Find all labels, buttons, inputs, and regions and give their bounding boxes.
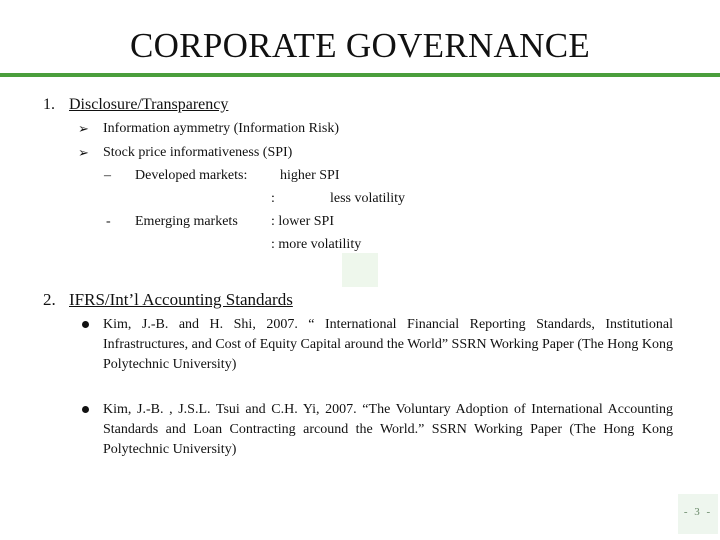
section2-heading: [43, 290, 293, 310]
section1-number: 1.: [43, 96, 55, 113]
filled-circle-bullet-icon: [82, 406, 89, 413]
arrowhead-bullet-icon: ➢: [78, 145, 89, 160]
reference-2: Kim, J.-B. , J.S.L. Tsui and C.H. Yi, 2007. “The Voluntary Adoption of International Accounting Standards and Loan Contracting arcound the World.” SSRN Working Paper (The Hong Kong Polytechnic University): [103, 402, 673, 457]
bullet-1-text: Information aymmetry (Information Risk): [103, 121, 339, 136]
developed-dash: –: [104, 168, 111, 183]
emerging-item-2: : more volatility: [271, 237, 362, 252]
developed-item-2-colon: :: [271, 191, 275, 206]
developed-item-2-text: less volatility: [330, 191, 406, 206]
developed-label: Developed markets:: [135, 168, 248, 183]
section1-bullet-1: [78, 121, 89, 138]
developed-item-1: [280, 168, 400, 184]
developed-item-2: [271, 191, 421, 207]
decorative-green-square: [342, 253, 378, 287]
emerging-dash: -: [106, 214, 111, 229]
emerging-label: Emerging markets: [135, 214, 238, 229]
developed-item-1-text: higher SPI: [280, 168, 340, 183]
title-underline-rule: [0, 73, 720, 77]
emerging-item-1: : lower SPI: [271, 214, 334, 229]
section1-heading: [43, 96, 228, 114]
bullet-2-text: Stock price informativeness (SPI): [103, 145, 293, 160]
section1-heading-text: Disclosure/Transparency: [69, 96, 229, 113]
reference-1: Kim, J.-B. and H. Shi, 2007. “ International Financial Reporting Standards, Institutional Infrastructures, and Cost of Equity Capital around the World” SSRN Working Paper (The Hong Kong Polytechnic University): [103, 317, 673, 372]
slide-title: CORPORATE GOVERNANCE: [129, 26, 591, 65]
section2-number: 2.: [43, 290, 56, 309]
arrowhead-bullet-icon: ➢: [78, 121, 89, 136]
page-number: - 3 -: [683, 506, 713, 518]
section2-heading-text: IFRS/Int’l Accounting Standards: [69, 290, 293, 309]
section1-bullet-2: [78, 145, 89, 162]
filled-circle-bullet-icon: [82, 321, 89, 328]
